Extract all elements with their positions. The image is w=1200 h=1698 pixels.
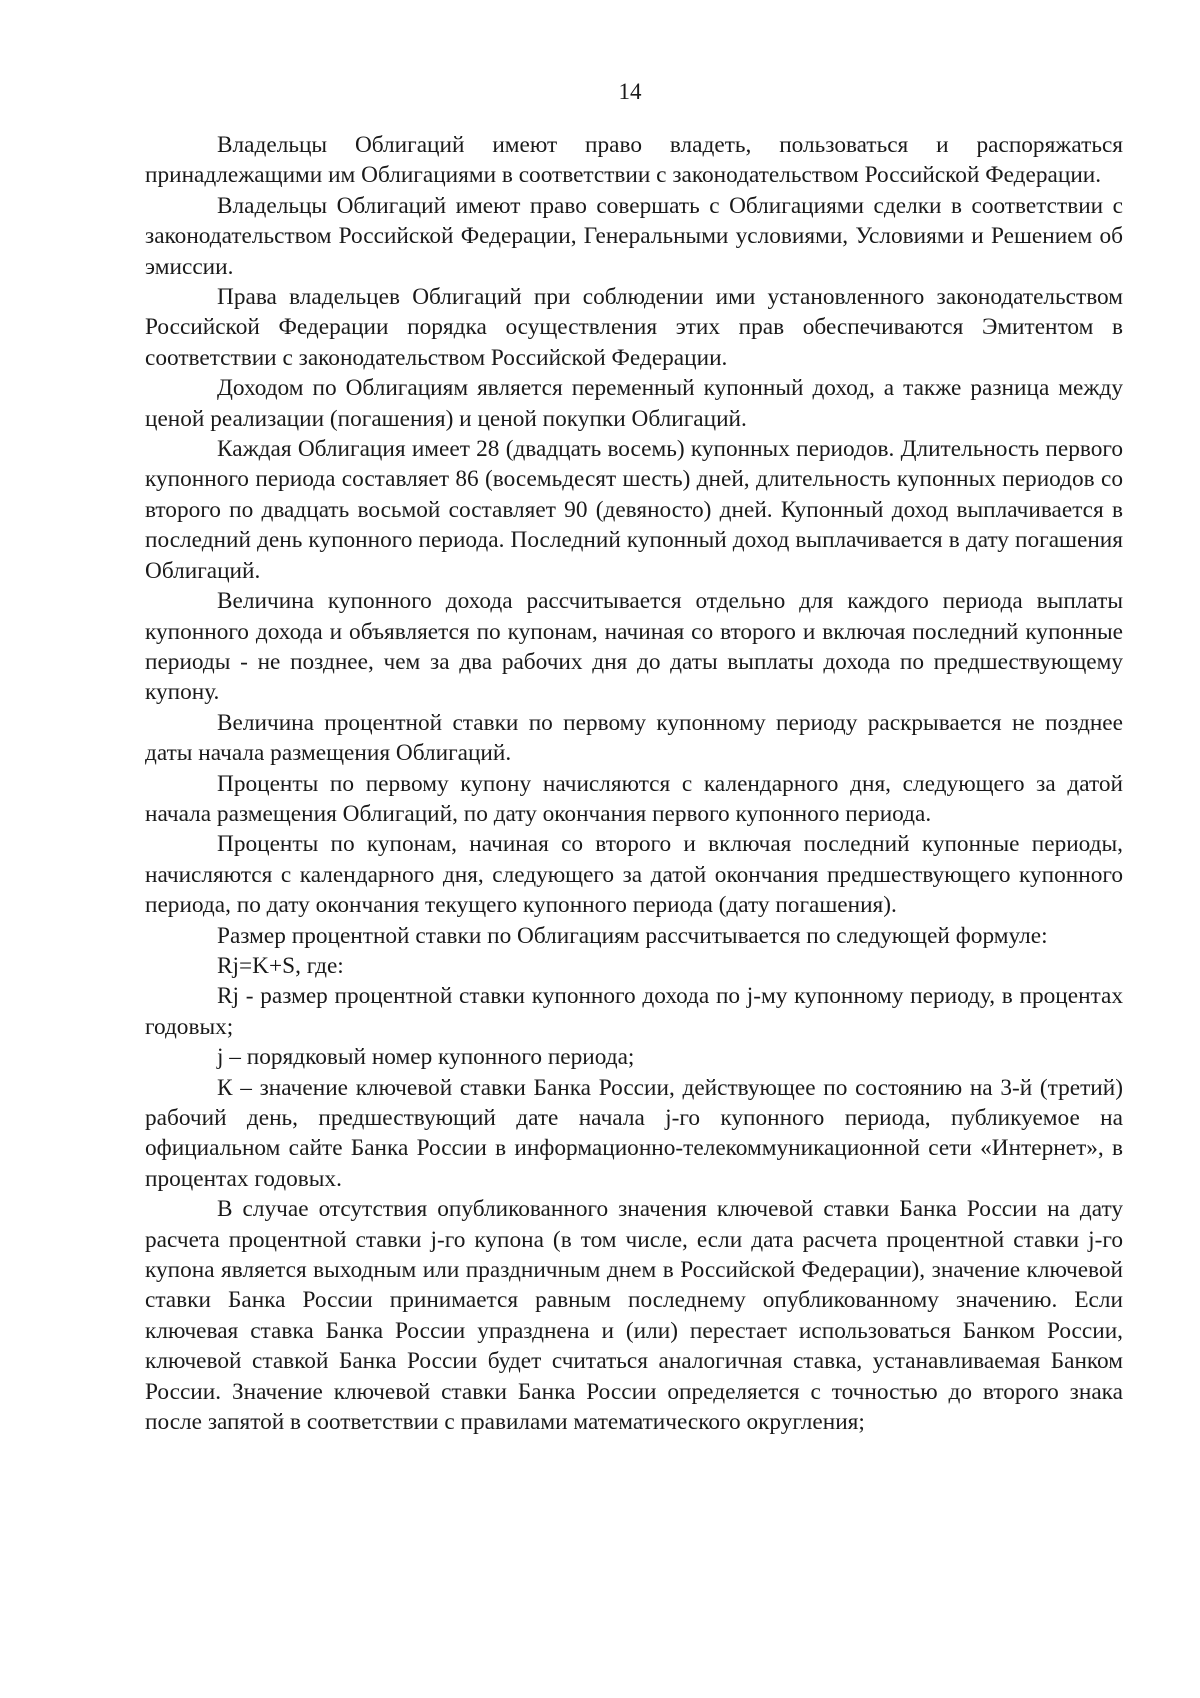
- paragraph-formula-j: j – порядковый номер купонного периода;: [217, 1044, 635, 1071]
- paragraph-first-coupon-interest: Проценты по первому купону начисляются с календарного дня, следующего за датой начала размещения Облигаций, по дату окончания первого купонного периода.: [145, 770, 1123, 827]
- paragraph-formula-k: К – значение ключевой ставки Банка России, действующее по состоянию на 3-й (третий) рабочий день, предшествующий дате начала j-го купонного периода, публикуемое на официальном сайте Банка России в информационно-телекоммуникационной сети «Интернет», в процентах годовых.: [145, 1074, 1123, 1192]
- paragraph-first-coupon-rate: Величина процентной ставки по первому купонному периоду раскрывается не позднее даты начала размещения Облигаций.: [145, 709, 1123, 767]
- document-body: [145, 130, 1123, 1437]
- paragraph-owners-rights: Владельцы Облигаций имеют право владеть, пользоваться и распоряжаться принадлежащими им Облигациями в соответствии с законодательством Российской Федерации.: [145, 132, 1123, 189]
- paragraph-formula: Rj=K+S, где:: [217, 952, 344, 979]
- paragraph-income: Доходом по Облигациям является переменный купонный доход, а также разница между ценой реализации (погашения) и ценой покупки Облигаций.: [145, 375, 1123, 432]
- paragraph-coupon-periods: Каждая Облигация имеет 28 (двадцать восемь) купонных периодов. Длительность первого купонного периода составляет 86 (восемьдесят шесть) дней, длительность купонных периодов со второго по двадцать восьмой составляет 90 (девяносто) дней. Купонный доход выплачивается в последний день купонного периода. Последний купонный доход выплачивается в дату погашения Облигаций.: [145, 436, 1123, 584]
- paragraph-subsequent-coupon-interest: Проценты по купонам, начиная со второго и включая последний купонные периоды, начисляются с календарного дня, следующего за датой окончания предшествующего купонного периода, по дату окончания текущего купонного периода (дату погашения).: [145, 831, 1123, 919]
- paragraph-rights-ensured: Права владельцев Облигаций при соблюдении ими установленного законодательством Российской Федерации порядка осуществления этих прав обеспечиваются Эмитентом в соответствии с законодательством Российской Федерации.: [145, 284, 1123, 371]
- paragraph-formula-rj: Rj - размер процентной ставки купонного дохода по j-му купонному периоду, в процентах годовых;: [145, 983, 1123, 1040]
- page-number: 14: [618, 79, 642, 104]
- paragraph-key-rate-absence: В случае отсутствия опубликованного значения ключевой ставки Банка России на дату расчета процентной ставки j-го купона (в том числе, если дата расчета процентной ставки j-го купона является выходным или праздничным днем в Российской Федерации), значение ключевой ставки Банка России принимается равным последнему опубликованному значению. Если ключевая ставка Банка России упразднена и (или) перестает использоваться Банком России, ключевой ставкой Банка России будет считаться аналогичная ставка, устанавливаемая Банком России. Значение ключевой ставки Банка России определяется с точностью до второго знака после запятой в соответствии с правилами математического округления;: [145, 1196, 1123, 1436]
- paragraph-coupon-calculation: Величина купонного дохода рассчитывается отдельно для каждого периода выплаты купонного дохода и объявляется по купонам, начиная со второго и включая последний купонные периоды - не позднее, чем за два рабочих дня до даты выплаты дохода по предшествующему купону.: [145, 588, 1123, 706]
- paragraph-owners-transactions: Владельцы Облигаций имеют право совершать с Облигациями сделки в соответствии с законодательством Российской Федерации, Генеральными условиями, Условиями и Решением об эмиссии.: [145, 192, 1123, 280]
- paragraph-rate-formula-intro: Размер процентной ставки по Облигациям рассчитывается по следующей формуле:: [217, 922, 1048, 949]
